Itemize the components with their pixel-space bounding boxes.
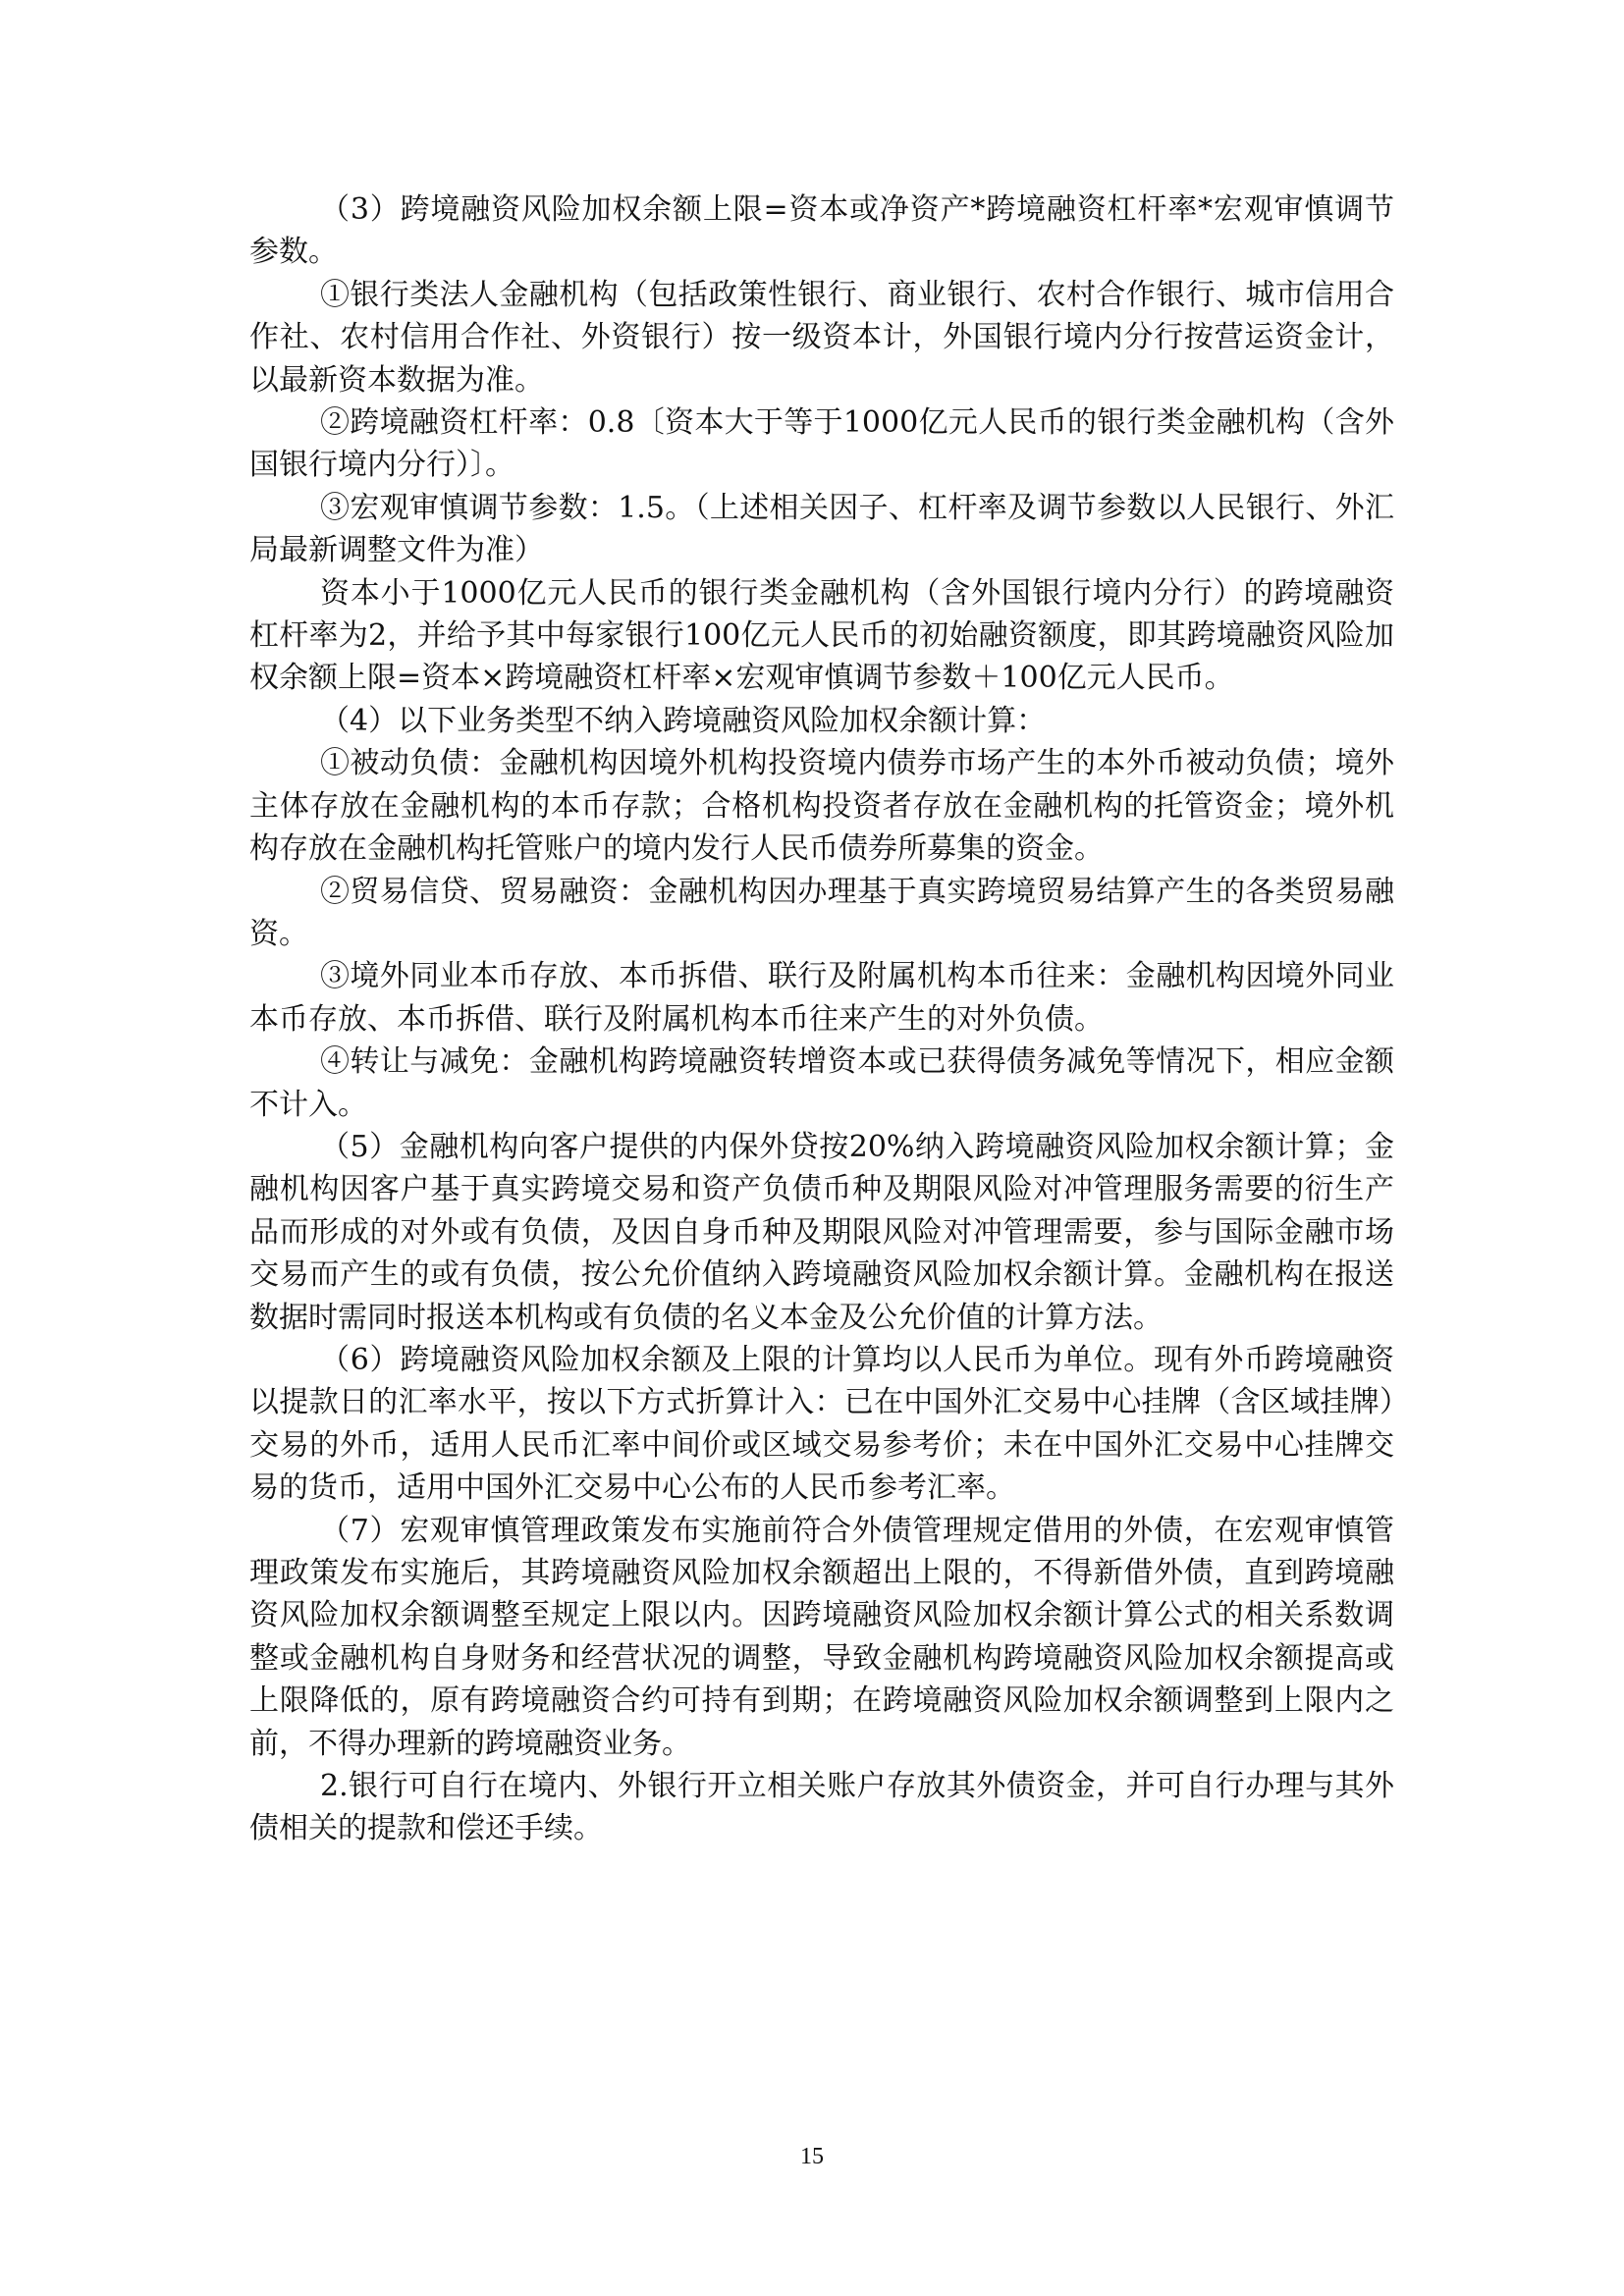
paragraph-section-2-accounts: 2.银行可自行在境内、外银行开立相关账户存放其外债资金，并可自行办理与其外债相关的提款和偿还手续。 — [249, 1769, 1394, 1846]
paragraph-item-4-exclusions: （4）以下业务类型不纳入跨境融资风险加权余额计算： — [320, 703, 1047, 738]
paragraph-capital-definition: ①银行类法人金融机构（包括政策性银行、商业银行、农村合作银行、城市信用合作社、农村信用合作社、外资银行）按一级资本计，外国银行境内分行按营运资金计，以最新资本数据为准。 — [249, 277, 1394, 398]
paragraph-passive-liabilities: ①被动负债：金融机构因境外机构投资境内债券市场产生的本外币被动负债；境外主体存放在金融机构的本币存款；合格机构投资者存放在金融机构的托管资金；境外机构存放在金融机构托管账户的境内发行人民币债券所募集的资金。 — [249, 746, 1394, 867]
paragraph-leverage-ratio: ②跨境融资杠杆率：0.8〔资本大于等于1000亿元人民币的银行类金融机构（含外国银行境内分行）〕。 — [249, 405, 1394, 483]
document-body — [249, 188, 1394, 1850]
paragraph-interbank-rmb: ③境外同业本币存放、本币拆借、联行及附属机构本币往来：金融机构因境外同业本币存放、本币拆借、联行及附属机构本币往来产生的对外负债。 — [249, 959, 1394, 1037]
paragraph-small-bank-rule: 资本小于1000亿元人民币的银行类金融机构（含外国银行境内分行）的跨境融资杠杆率为2，并给予其中每家银行100亿元人民币的初始融资额度，即其跨境融资风险加权余额上限=资本×跨境融资杠杆率×宏观审慎调节参数＋100亿元人民币。 — [249, 575, 1394, 696]
page-number: 15 — [800, 2144, 824, 2169]
paragraph-item-7-transition: （7）宏观审慎管理政策发布实施前符合外债管理规定借用的外债，在宏观审慎管理政策发布实施后，其跨境融资风险加权余额超出上限的，不得新借外债，直到跨境融资风险加权余额调整至规定上限以内。因跨境融资风险加权余额计算公式的相关系数调整或金融机构自身财务和经营状况的调整，导致金融机构跨境融资风险加权余额提高或上限降低的，原有跨境融资合约可持有到期；在跨境融资风险加权余额调整到上限内之前，不得办理新的跨境融资业务。 — [249, 1513, 1394, 1761]
paragraph-item-6-currency: （6）跨境融资风险加权余额及上限的计算均以人民币为单位。现有外币跨境融资以提款日的汇率水平，按以下方式折算计入：已在中国外汇交易中心挂牌（含区域挂牌）交易的外币，适用人民币汇率中间价或区域交易参考价；未在中国外汇交易中心挂牌交易的货币，适用中国外汇交易中心公布的人民币参考汇率。 — [249, 1342, 1394, 1506]
paragraph-item-3-limit-formula: （3）跨境融资风险加权余额上限=资本或净资产*跨境融资杠杆率*宏观审慎调节参数。 — [249, 192, 1394, 270]
paragraph-trade-finance: ②贸易信贷、贸易融资：金融机构因办理基于真实跨境贸易结算产生的各类贸易融资。 — [249, 874, 1394, 951]
paragraph-transfer-exemption: ④转让与减免：金融机构跨境融资转增资本或已获得债务减免等情况下，相应金额不计入。 — [249, 1044, 1394, 1122]
paragraph-macro-parameter: ③宏观审慎调节参数：1.5。（上述相关因子、杠杆率及调节参数以人民银行、外汇局最新调整文件为准） — [249, 490, 1394, 568]
paragraph-item-5-guarantees: （5）金融机构向客户提供的内保外贷按20%纳入跨境融资风险加权余额计算；金融机构因客户基于真实跨境交易和资产负债币种及期限风险对冲管理服务需要的衍生产品而形成的对外或有负债，及因自身币种及期限风险对冲管理需要，参与国际金融市场交易而产生的或有负债，按公允价值纳入跨境融资风险加权余额计算。金融机构在报送数据时需同时报送本机构或有负债的名义本金及公允价值的计算方法。 — [249, 1129, 1394, 1335]
